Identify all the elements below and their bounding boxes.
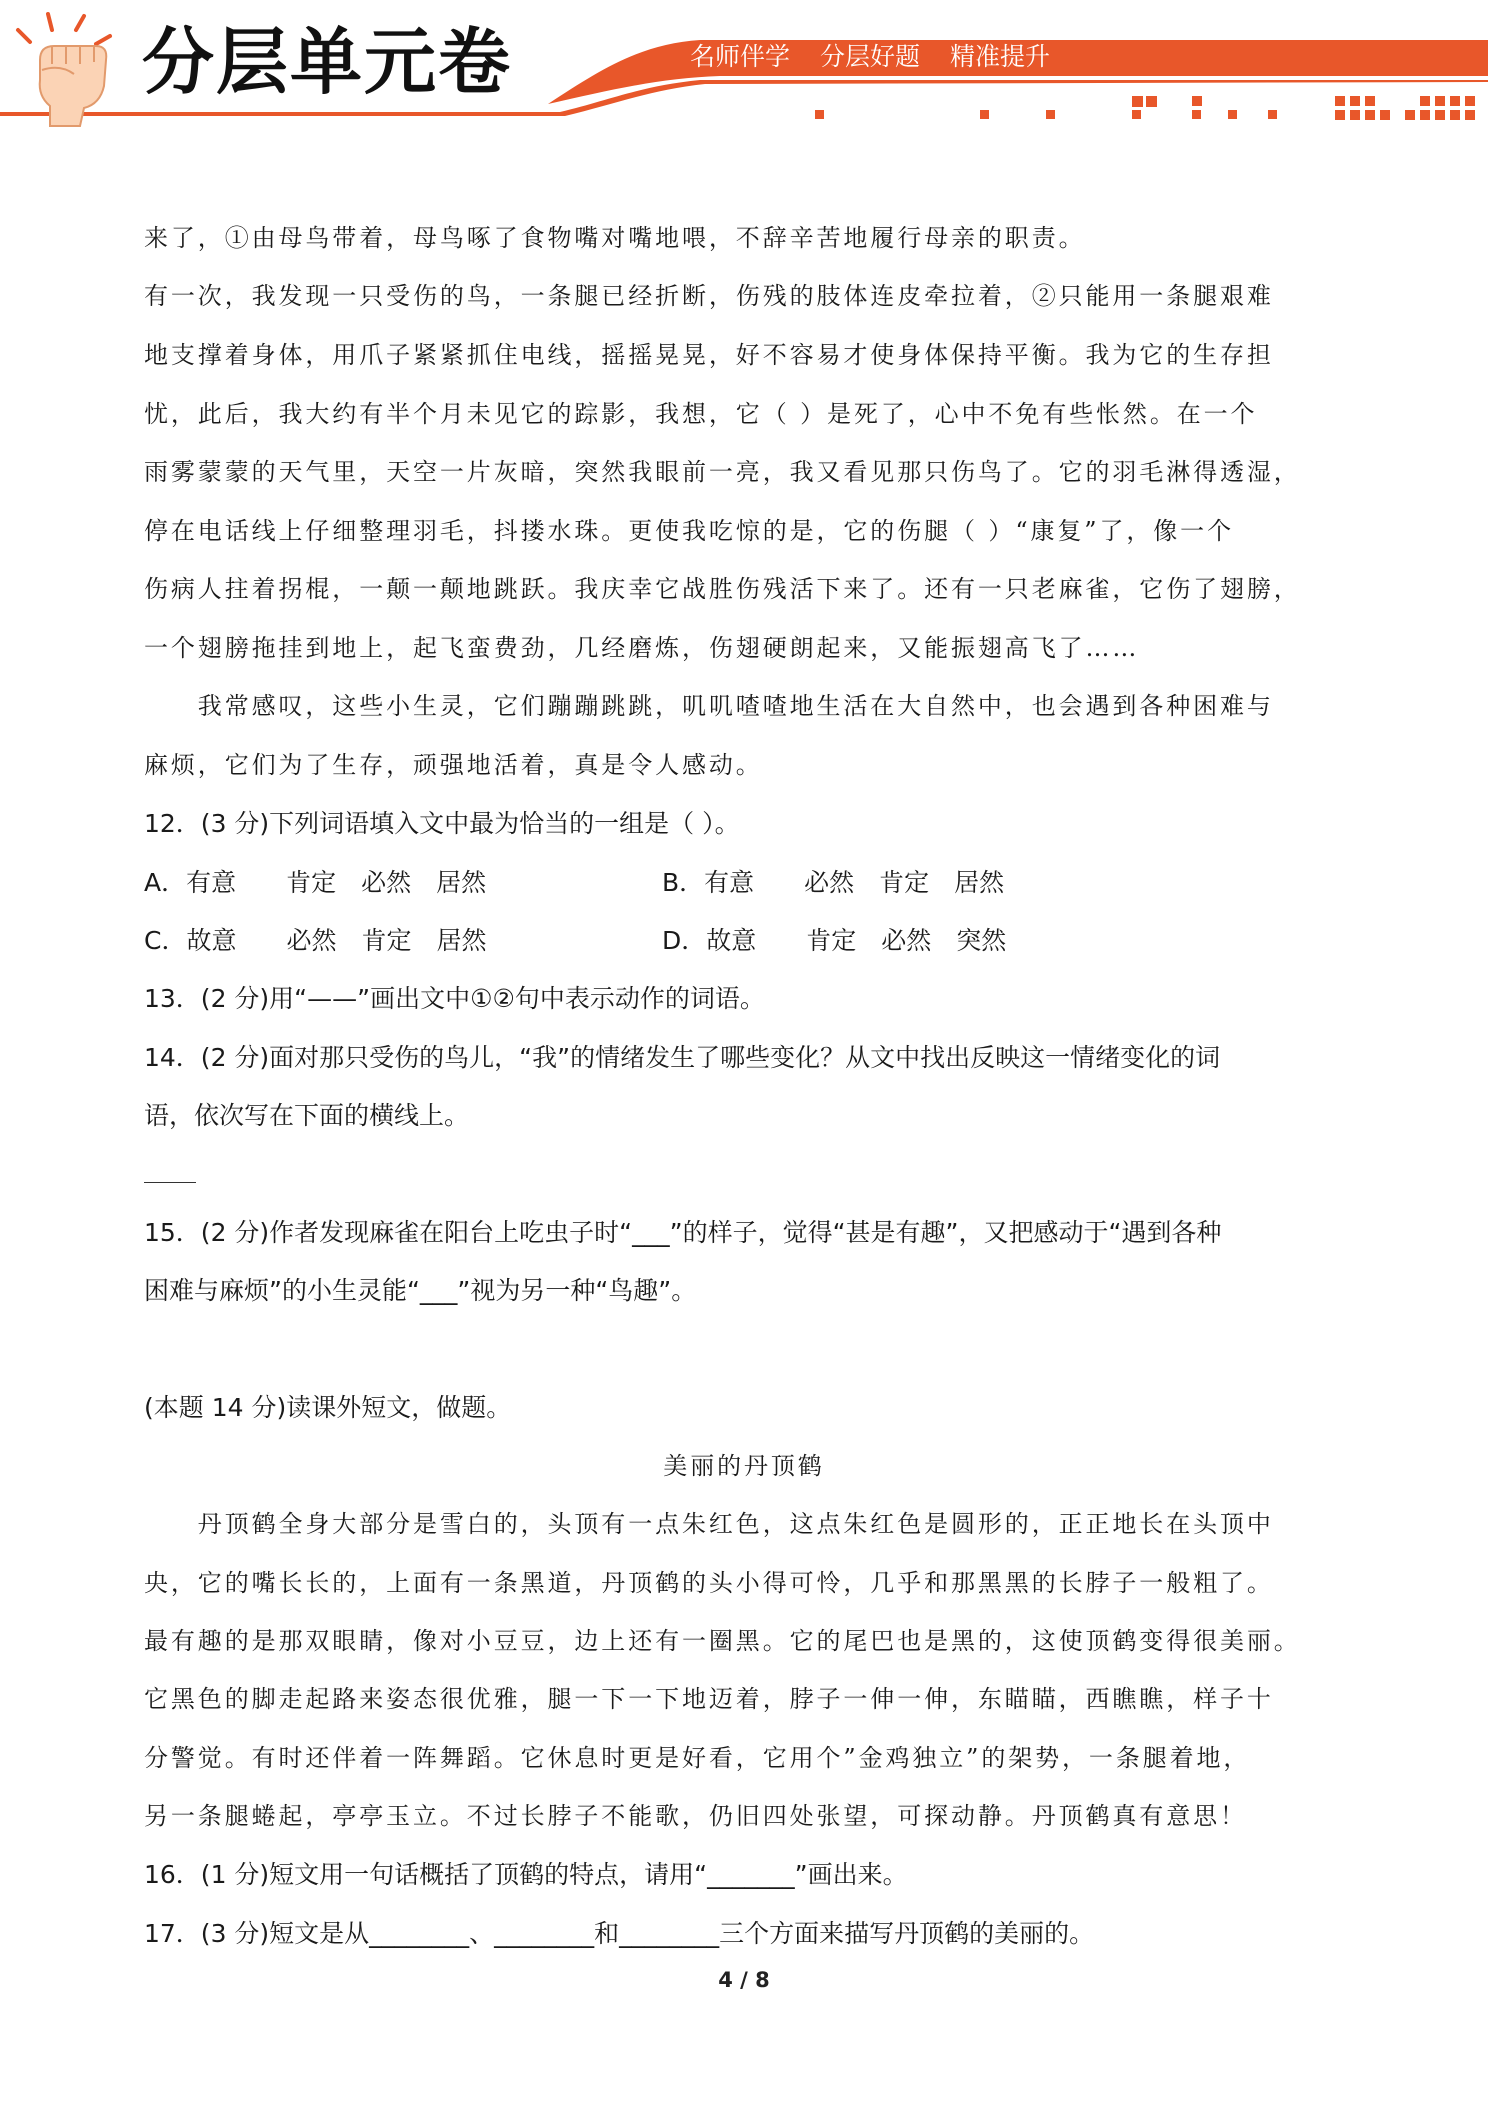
passage-line: 雨雾蒙蒙的天气里，天空一片灰暗，突然我眼前一亮，我又看见那只伤鸟了。它的羽毛淋得透湿， — [144, 458, 1301, 486]
passage-line: 它黑色的脚走起路来姿态很优雅，腿一下一下地迈着，脖子一伸一伸，东瞄瞄，西瞧瞧，样子十 — [144, 1685, 1274, 1713]
question-12-option-c: C．故意 必然 肯定 居然 — [144, 926, 487, 955]
passage-line: 伤病人拄着拐棍，一颠一颠地跳跃。我庆幸它战胜伤残活下来了。还有一只老麻雀，它伤了翅膀， — [144, 575, 1301, 603]
passage-line: 麻烦，它们为了生存，顽强地活着，真是令人感动。 — [144, 751, 763, 779]
section-intro: (本题 14 分)读课外短文，做题。 — [144, 1393, 512, 1422]
passage-line: 我常感叹，这些小生灵，它们蹦蹦跳跳，叽叽喳喳地生活在大自然中，也会遇到各种困难与 — [144, 692, 1274, 720]
passage-line: 分警觉。有时还伴着一阵舞蹈。它休息时更是好看，它用个”金鸡独立”的架势，一条腿着地， — [144, 1744, 1251, 1772]
answer-blank-line — [144, 1182, 196, 1183]
question-15-line: 15．(2 分)作者发现麻雀在阳台上吃虫子时“___”的样子，觉得“甚是有趣”，又把感动于“遇到各种 — [144, 1218, 1222, 1247]
question-16: 16．(1 分)短文用一句话概括了顶鹤的特点，请用“_______”画出来。 — [144, 1860, 908, 1889]
question-12-stem: 12．(3 分)下列词语填入文中最为恰当的一组是（ ）。 — [144, 809, 740, 838]
passage-line: 来了，①由母鸟带着，母鸟啄了食物嘴对嘴地喂，不辞辛苦地履行母亲的职责。 — [144, 224, 1086, 252]
question-12-option-b: B．有意 必然 肯定 居然 — [662, 868, 1005, 897]
slogan-2: 分层好题 — [819, 42, 920, 71]
passage-line: 另一条腿蜷起，亭亭玉立。不过长脖子不能歌，仍旧四处张望，可探动静。丹顶鹤真有意思！ — [144, 1802, 1247, 1830]
passage-line: 地支撑着身体，用爪子紧紧抓住电线，摇摇晃晃，好不容易才使身体保持平衡。我为它的生存担 — [144, 341, 1274, 369]
passage-line: 停在电话线上仔细整理羽毛，抖搂水珠。更使我吃惊的是，它的伤腿（ ）“康复”了，像一个 — [144, 517, 1234, 545]
question-15-line: 困难与麻烦”的小生灵能“___”视为另一种“鸟趣”。 — [144, 1276, 697, 1305]
question-12-option-a: A．有意 肯定 必然 居然 — [144, 868, 487, 897]
slogan-1: 名师伴学 — [690, 42, 791, 71]
page-number: 4 / 8 — [718, 1968, 770, 1992]
brand-title: 分层单元卷 — [142, 20, 513, 104]
passage-line: 最有趣的是那双眼睛，像对小豆豆，边上还有一圈黑。它的尾巴也是黑的，这使顶鹤变得很美丽。 — [144, 1627, 1301, 1655]
question-13: 13．(2 分)用“——”画出文中①②句中表示动作的词语。 — [144, 984, 765, 1013]
passage-title: 美丽的丹顶鹤 — [663, 1452, 825, 1480]
question-14-line: 语，依次写在下面的横线上。 — [144, 1101, 470, 1130]
passage-line: 丹顶鹤全身大部分是雪白的，头顶有一点朱红色，这点朱红色是圆形的，正正地长在头顶中 — [144, 1510, 1274, 1538]
passage-line: 央，它的嘴长长的，上面有一条黑道，丹顶鹤的头小得可怜，几乎和那黑黑的长脖子一般粗了。 — [144, 1569, 1274, 1597]
header-slogans — [690, 44, 1072, 69]
question-14-line: 14．(2 分)面对那只受伤的鸟儿，“我”的情绪发生了哪些变化？从文中找出反映这一情绪变化的词 — [144, 1043, 1221, 1072]
slogan-3: 精准提升 — [949, 42, 1050, 71]
raised-fist-icon — [18, 14, 110, 126]
passage-line: 一个翅膀拖挂到地上，起飞蛮费劲，几经磨炼，伤翅硬朗起来，又能振翅高飞了…… — [144, 634, 1140, 662]
page-header — [0, 0, 1488, 130]
passage-line: 有一次，我发现一只受伤的鸟，一条腿已经折断，伤残的肢体连皮牵拉着，②只能用一条腿艰难 — [144, 282, 1274, 310]
question-17: 17．(3 分)短文是从________、________和________三个方面来描写丹顶鹤的美丽的。 — [144, 1919, 1095, 1948]
question-12-option-d: D．故意 肯定 必然 突然 — [662, 926, 1007, 955]
passage-line: 忧，此后，我大约有半个月未见它的踪影，我想，它（ ）是死了，心中不免有些怅然。在一个 — [144, 400, 1258, 428]
